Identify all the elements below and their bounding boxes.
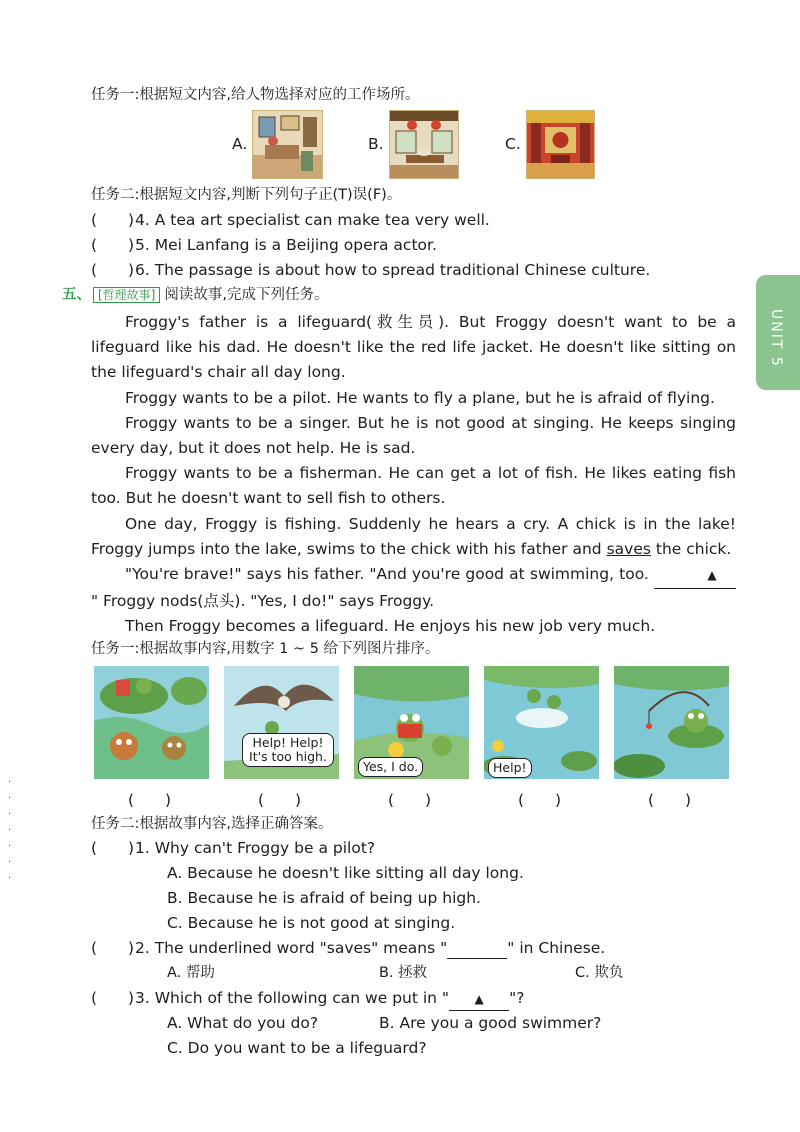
story-paragraph: Froggy wants to be a singer. But he is not good at singing. He keeps singing every day, but it does not help. He is sad. xyxy=(91,413,736,458)
tf-question xyxy=(91,234,437,256)
comic-order-paren[interactable]: ( ) xyxy=(128,791,172,809)
comic-order-paren[interactable]: ( ) xyxy=(388,791,432,809)
tf-question-text: 5. Mei Lanfang is a Beijing opera actor. xyxy=(135,236,437,254)
answer-paren[interactable]: ( ) xyxy=(91,839,135,857)
comic-order-paren[interactable]: ( ) xyxy=(648,791,692,809)
story-paragraph: Froggy's father is a lifeguard(救生员). But Froggy doesn't want to be a lifeguard like his dad. He doesn't like the red life jacket. He doesn't like sitting on the lifeguard's chair all day long. xyxy=(91,313,736,382)
speech-bubble: Help! xyxy=(488,758,532,778)
option-text: B. Are you a good swimmer? xyxy=(379,1014,602,1032)
answer-paren[interactable]: ( ) xyxy=(91,261,135,279)
task2-header: 任务二:根据短文内容,判断下列句子正(T)误(F)。 xyxy=(91,187,402,203)
triangle-blank[interactable] xyxy=(654,562,736,589)
comic-panel-lifeguard xyxy=(354,666,469,779)
story-paragraph: Froggy wants to be a pilot. He wants to fly a plane, but he is afraid of flying. xyxy=(125,388,715,407)
place-b-label: B. xyxy=(368,135,384,153)
comic-order-paren[interactable]: ( ) xyxy=(258,791,302,809)
comic-order-paren[interactable]: ( ) xyxy=(518,791,562,809)
answer-blank[interactable] xyxy=(447,942,507,959)
option-text: C. Do you want to be a lifeguard? xyxy=(167,1039,427,1057)
place-c-label: C. xyxy=(505,135,521,153)
story-text: One day, Froggy is fishing. Suddenly he hears a cry. A chick is in the lake! Froggy jumps into the lake, swims to the chick with his father and xyxy=(91,514,736,558)
story-text: the chick. xyxy=(650,539,732,558)
task1-header: 任务一:根据短文内容,给人物选择对应的工作场所。 xyxy=(91,87,420,103)
option-text: B. 拯救 xyxy=(379,965,428,981)
tea-house-picture xyxy=(389,110,459,179)
mc-question xyxy=(91,937,605,959)
tf-question xyxy=(91,259,650,281)
mc-question-text: "? xyxy=(509,989,525,1007)
comic-panel-fishing xyxy=(614,666,729,779)
artist-studio-picture xyxy=(252,110,323,179)
option-text: C. Because he is not good at singing. xyxy=(167,914,456,932)
binding-dots: · · · · · · · xyxy=(8,777,12,884)
tf-question-text: 6. The passage is about how to spread traditional Chinese culture. xyxy=(135,261,651,279)
triangle-blank xyxy=(449,987,509,1011)
option-text: B. Because he is afraid of being up high. xyxy=(167,889,481,907)
opera-stage-picture xyxy=(526,110,595,179)
section-number: 五、 xyxy=(62,287,91,303)
tf-question-text: 4. A tea art specialist can make tea very well. xyxy=(135,211,490,229)
story-text: "You're brave!" says his father. "And you're good at swimming, too. xyxy=(125,565,654,584)
section-header xyxy=(62,284,328,306)
place-a-label: A. xyxy=(232,135,248,153)
story-paragraph xyxy=(91,562,736,614)
mc-question-text: " in Chinese. xyxy=(507,939,606,957)
option-text: A. 帮助 xyxy=(167,965,215,981)
option-text: A. What do you do? xyxy=(167,1014,319,1032)
mc-question xyxy=(91,837,375,859)
comic-panel-frogs-lily-pad xyxy=(94,666,209,779)
story-text: " Froggy nods(点头). "Yes, I do!" says Froggy. xyxy=(91,592,435,611)
mc-question-text: 3. Which of the following can we put in " xyxy=(135,989,450,1007)
story-task1-header: 任务一:根据故事内容,用数字 1 ~ 5 给下列图片排序。 xyxy=(91,641,440,657)
story-paragraph: Then Froggy becomes a lifeguard. He enjoys his new job very much. xyxy=(125,617,656,636)
tf-question xyxy=(91,209,490,231)
story-passage xyxy=(91,310,736,640)
answer-paren[interactable]: ( ) xyxy=(91,236,135,254)
unit-tab-label: UNIT 5 xyxy=(768,309,784,368)
answer-paren[interactable]: ( ) xyxy=(91,939,135,957)
mc-question-text: 2. The underlined word "saves" means " xyxy=(135,939,448,957)
comic-panel-chick-in-lake xyxy=(484,666,599,779)
triangle-mark: ▲ xyxy=(474,992,484,1006)
mc-question-text: 1. Why can't Froggy be a pilot? xyxy=(135,839,376,857)
answer-paren[interactable]: ( ) xyxy=(91,989,135,1007)
speech-bubble: Yes, I do. xyxy=(358,757,423,777)
story-paragraph xyxy=(91,512,736,562)
speech-bubble: Help! Help! It's too high. xyxy=(242,733,334,767)
unit-side-tab xyxy=(756,275,800,390)
triangle-mark: ▲ xyxy=(707,568,717,583)
option-text: C. 欺负 xyxy=(575,965,624,981)
section-tag: [哲理故事] xyxy=(93,287,160,303)
story-task2-header: 任务二:根据故事内容,选择正确答案。 xyxy=(91,816,333,832)
mc-question xyxy=(91,987,524,1011)
comic-panel-eagle xyxy=(224,666,339,779)
section-title: 阅读故事,完成下列任务。 xyxy=(164,287,329,303)
option-text: A. Because he doesn't like sitting all day long. xyxy=(167,864,524,882)
answer-paren[interactable]: ( ) xyxy=(91,211,135,229)
story-paragraph: Froggy wants to be a fisherman. He can get a lot of fish. He likes eating fish too. But he doesn't want to sell fish to others. xyxy=(91,464,736,508)
underlined-word: saves xyxy=(606,539,651,558)
